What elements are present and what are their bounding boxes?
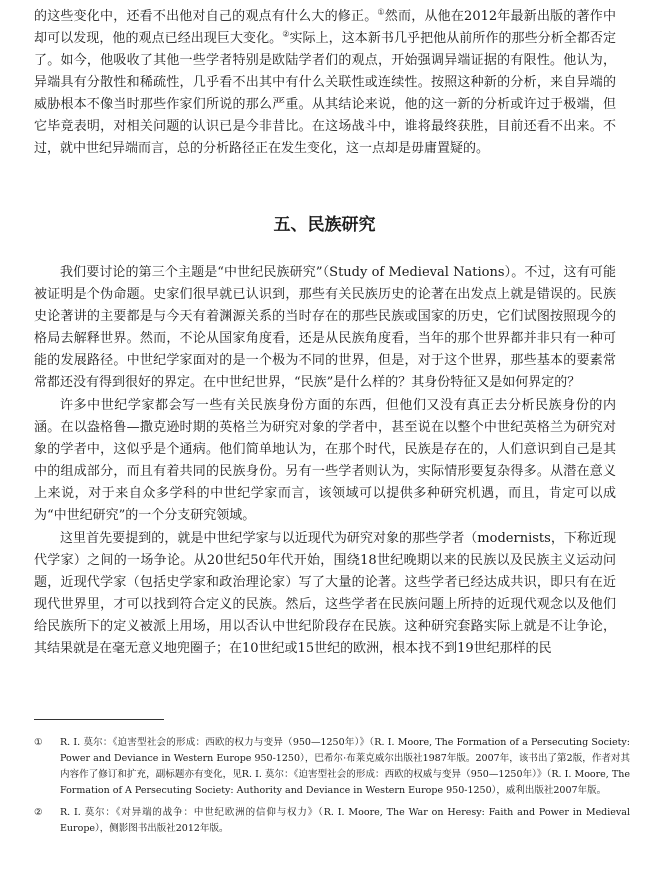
footnote-divider (34, 719, 164, 720)
footnote-mark-2: ② (34, 807, 43, 818)
intro-text-3: 实际上，这本新书几乎把他从前所作的那些分析全都否定了。如今，他吸收了其他一些学者特别是欧陆学者们的观点，开始强调异端证据的有限性。他认为，异端具有分散性和稀疏性，几乎看不出其中有什么关联性或连续性。按照这种新的分析，来自异端的威胁根本不像当时那些作家们所说的那么严重。从其结论来说，他的这一新的分析或许过于极端，但它毕竟表明，对相关问题的认识已是今非昔比。在这场战斗中，谁将最终获胜，目前还看不出来。不过，就中世纪异端而言，总的分析路径正在发生变化，这一点却是毋庸置疑的。 (34, 31, 616, 156)
footnote-ref-1[interactable]: ① (377, 7, 385, 17)
paragraph-intro (34, 6, 616, 160)
footnote-mark-1: ① (34, 737, 43, 748)
footnote-1 (34, 735, 630, 799)
section-heading: 五、民族研究 (273, 215, 376, 235)
intro-text-1: 的这些变化中，还看不出他对自己的观点有什么大的修正。 (34, 9, 378, 24)
footnote-text-1: R. I. 莫尔：《迫害型社会的形成：西欧的权力与变异（950—1250年）》（R. I. Moore, The Formation of a Persecuting Society: Power and Deviance in Western Europe 950-1250），巴希尔·布莱克威尔出版社1987年版。2007年，该书出了第2版，作者对其内容作了修订和扩充，副标题亦有变化，见R. I. 莫尔：《迫害型社会的形成：西欧的权威与变异（950—1250年）》（R. I. Moore, The Formation of A Persecuting Society: Authority and Deviance in Western Europe 950-1250），威利出版社2007年版。 (60, 737, 630, 796)
footnote-ref-2[interactable]: ② (282, 29, 290, 39)
footnote-2 (34, 805, 630, 837)
intro-text-2: 然而，从他在2012年最新出版的著作中却可以发现，他的观点已经出现巨大变化。 (34, 9, 616, 46)
section-body (34, 262, 616, 661)
footnotes (34, 735, 630, 843)
section-paragraph-3: 这里首先要提到的，就是中世纪学家与以近现代为研究对象的那些学者（modernists，下称近现代学家）之间的一场争论。从20世纪50年代开始，围绕18世纪晚期以来的民族以及民族主义运动问题，近现代学家（包括史学家和政治理论家）写了大量的论著。这些学者已经达成共识，即只有在近现代世界里，才可以找到符合定义的民族。然后，这些学者在民族问题上所持的近现代观念以及他们给民族所下的定义被派上用场，用以否认中世纪阶段存在民族。这种研究套路实际上就是不让争论，其结果就是在毫无意义地兜圈子；在10世纪或15世纪的欧洲，根本找不到19世纪那样的民 (34, 531, 616, 656)
footnote-text-2: R. I. 莫尔：《对异端的战争：中世纪欧洲的信仰与权力》（R. I. Moore, The War on Heresy: Faith and Power in Medieval Europe），侧影图书出版社2012年版。 (60, 807, 630, 834)
section-paragraph-1: 我们要讨论的第三个主题是“中世纪民族研究”（Study of Medieval Nations）。不过，这有可能被证明是个伪命题。史家们很早就已认识到，那些有关民族历史的论著在出发点上就是错误的。民族史论著讲的主要都是与今天有着渊源关系的当时存在的那些民族或国家的历史，它们试图按照现今的格局去解释世界。然而，不论从国家角度看，还是从民族角度看，当年的那个世界都并非只有一种可能的发展路径。中世纪学家面对的是一个极为不同的世界，但是，对于这个世界，那些基本的要素常常都还没有得到很好的界定。在中世纪世界，“民族”是什么样的？其身份特征又是如何界定的？ (34, 265, 616, 390)
section-paragraph-2: 许多中世纪学家都会写一些有关民族身份方面的东西，但他们又没有真正去分析民族身份的内涵。在以盎格鲁—撒克逊时期的英格兰为研究对象的学者中，甚至说在以整个中世纪英格兰为研究对象的学者中，这似乎是个通病。他们简单地认为，在那个时代，民族是存在的，人们意识到自己是其中的组成部分，而且有着共同的民族身份。另有一些学者则认为，实际情形要复杂得多。从潜在意义上来说，对于来自众多学科的中世纪学家而言，该领域可以提供多种研究机遇，而且，肯定可以成为“中世纪研究”的一个分支研究领域。 (34, 398, 616, 523)
